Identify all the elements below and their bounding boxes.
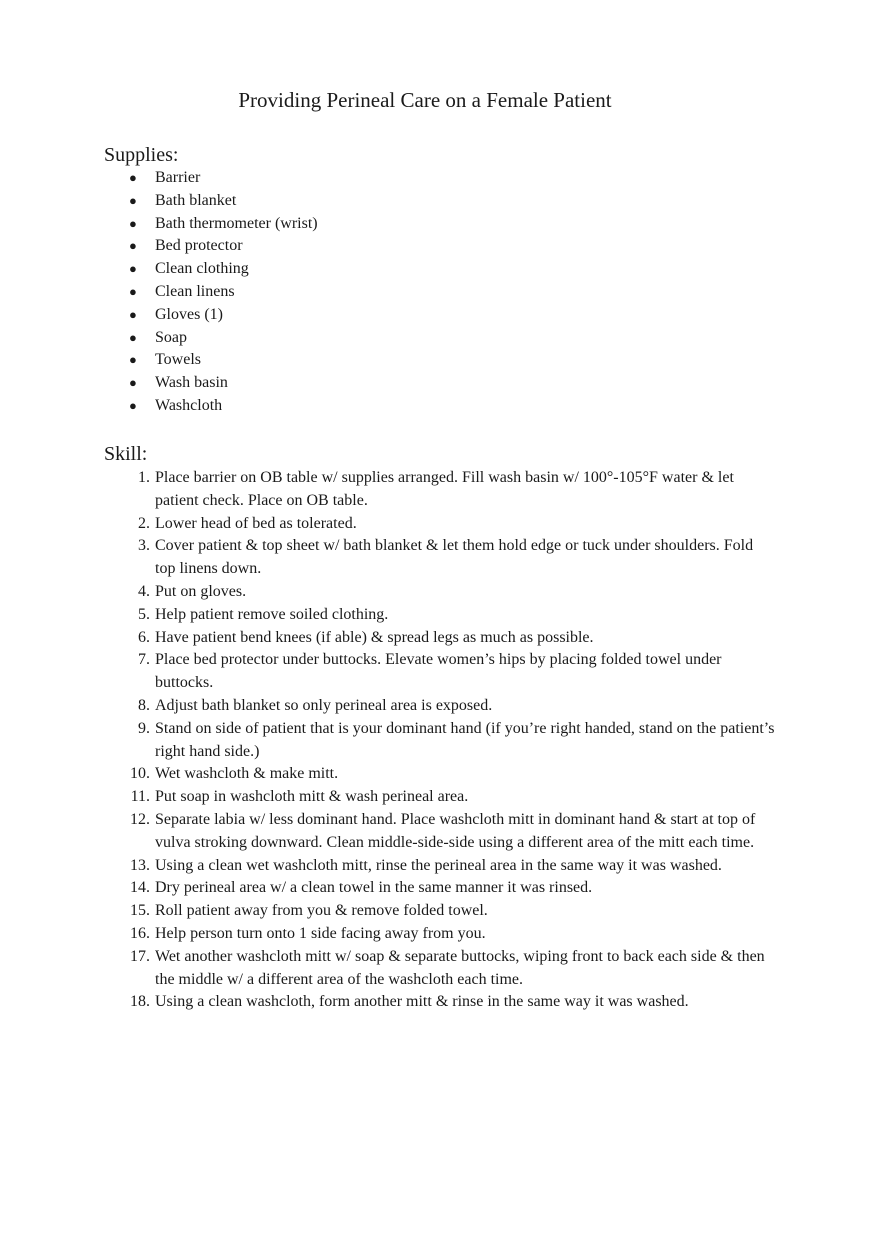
supply-item-label: Barrier	[155, 169, 201, 186]
supply-item-label: Bed protector	[155, 237, 243, 255]
supply-item-label: Towels	[155, 351, 201, 369]
skill-heading: Skill:	[104, 443, 148, 465]
supply-item-label: Bath thermometer (wrist)	[155, 214, 318, 232]
supply-item	[0, 235, 880, 258]
step-text: Roll patient away from you & remove folded towel.	[155, 902, 488, 920]
step-number: 17.	[130, 947, 150, 965]
skill-step	[0, 991, 775, 1014]
step-number: 13.	[130, 856, 150, 874]
step-text: Help patient remove soiled clothing.	[155, 605, 389, 623]
supply-item	[0, 395, 880, 418]
supplies-heading: Supplies:	[104, 144, 179, 166]
page-title: Providing Perineal Care on a Female Patient	[238, 88, 612, 112]
supply-item-label: Bath blanket	[155, 191, 237, 209]
supply-item	[0, 349, 880, 372]
supply-item	[0, 167, 880, 190]
step-number: 2.	[138, 514, 150, 532]
step-number: 11.	[130, 788, 150, 806]
skill-steps-list	[0, 467, 880, 1014]
skill-step	[0, 763, 775, 786]
skill-step	[0, 604, 775, 627]
supplies-list	[0, 167, 880, 418]
supply-item	[0, 190, 880, 213]
skill-step	[0, 581, 775, 604]
supply-item-label: Washcloth	[155, 396, 223, 414]
supply-item-label: Clean clothing	[155, 260, 249, 278]
skill-step	[0, 809, 775, 855]
step-text: Place barrier on OB table w/ supplies arranged. Fill wash basin w/ 100°-105°F water & let patient check. Place on OB table.	[155, 469, 734, 509]
step-number: 4.	[138, 582, 150, 600]
step-text: Separate labia w/ less dominant hand. Place washcloth mitt in dominant hand & start at top of vulva stroking downward. Clean middle-side-side using a different area of the mitt each time.	[155, 810, 756, 851]
skill-step	[0, 900, 775, 923]
skill-step	[0, 946, 775, 992]
step-text: Dry perineal area w/ a clean towel in the same manner it was rinsed.	[155, 879, 593, 897]
step-number: 3.	[138, 537, 150, 555]
bullet-icon: ●	[129, 215, 137, 231]
step-number: 7.	[138, 651, 150, 669]
step-text: Wet another washcloth mitt w/ soap & separate buttocks, wiping front to back each side & then the middle w/ a different area of the washcloth each time.	[155, 947, 765, 988]
supply-item-label: Gloves (1)	[155, 305, 223, 323]
step-text: Help person turn onto 1 side facing away from you.	[155, 924, 486, 942]
step-number: 6.	[138, 628, 150, 646]
supply-item	[0, 327, 880, 350]
bullet-icon: ●	[129, 329, 137, 345]
skill-step	[0, 467, 775, 513]
bullet-icon: ●	[129, 375, 137, 391]
step-number: 10.	[130, 765, 150, 783]
step-text: Have patient bend knees (if able) & spread legs as much as possible.	[155, 628, 594, 646]
step-number: 9.	[138, 719, 150, 737]
step-number: 15.	[130, 902, 150, 920]
step-number: 16.	[130, 924, 150, 942]
step-text: Cover patient & top sheet w/ bath blanket & let them hold edge or tuck under shoulders. Fold top linens down.	[155, 537, 754, 578]
step-text: Lower head of bed as tolerated.	[155, 514, 357, 532]
bullet-icon: ●	[129, 283, 137, 299]
bullet-icon: ●	[129, 352, 137, 368]
skill-step	[0, 649, 775, 695]
supply-item	[0, 281, 880, 304]
step-number: 18.	[130, 993, 150, 1011]
supply-item-label: Soap	[155, 328, 187, 346]
supply-item	[0, 258, 880, 281]
step-text: Put soap in washcloth mitt & wash perineal area.	[155, 788, 469, 806]
skill-step	[0, 627, 775, 650]
skill-step	[0, 535, 775, 581]
bullet-icon: ●	[129, 397, 137, 413]
bullet-icon: ●	[129, 192, 137, 208]
skill-step	[0, 855, 775, 878]
supply-item	[0, 372, 880, 395]
step-number: 14.	[130, 879, 150, 897]
step-number: 5.	[138, 605, 150, 623]
step-text: Place bed protector under buttocks. Elevate women’s hips by placing folded towel under buttocks.	[155, 651, 722, 692]
step-text: Using a clean washcloth, form another mitt & rinse in the same way it was washed.	[155, 993, 689, 1011]
supply-item-label: Wash basin	[155, 374, 228, 392]
supply-item	[0, 304, 880, 327]
step-number: 8.	[138, 696, 150, 714]
step-text: Adjust bath blanket so only perineal area is exposed.	[155, 696, 493, 714]
skill-step	[0, 877, 775, 900]
bullet-icon: ●	[129, 306, 137, 322]
supply-item	[0, 213, 880, 236]
step-text: Wet washcloth & make mitt.	[155, 765, 339, 783]
skill-step	[0, 513, 775, 536]
skill-step	[0, 923, 775, 946]
bullet-icon: ●	[129, 238, 137, 254]
skill-step	[0, 695, 775, 718]
bullet-icon: ●	[129, 261, 137, 277]
skill-step	[0, 718, 775, 764]
step-text: Using a clean wet washcloth mitt, rinse the perineal area in the same way it was washed.	[155, 856, 722, 874]
step-number: 12.	[130, 810, 150, 828]
supply-item-label: Clean linens	[155, 282, 235, 300]
step-text: Stand on side of patient that is your dominant hand (if you’re right handed, stand on the patient’s right hand side.)	[155, 719, 775, 760]
skill-step	[0, 786, 775, 809]
step-number: 1.	[138, 469, 150, 486]
step-text: Put on gloves.	[155, 582, 247, 600]
bullet-icon: ●	[129, 170, 137, 185]
